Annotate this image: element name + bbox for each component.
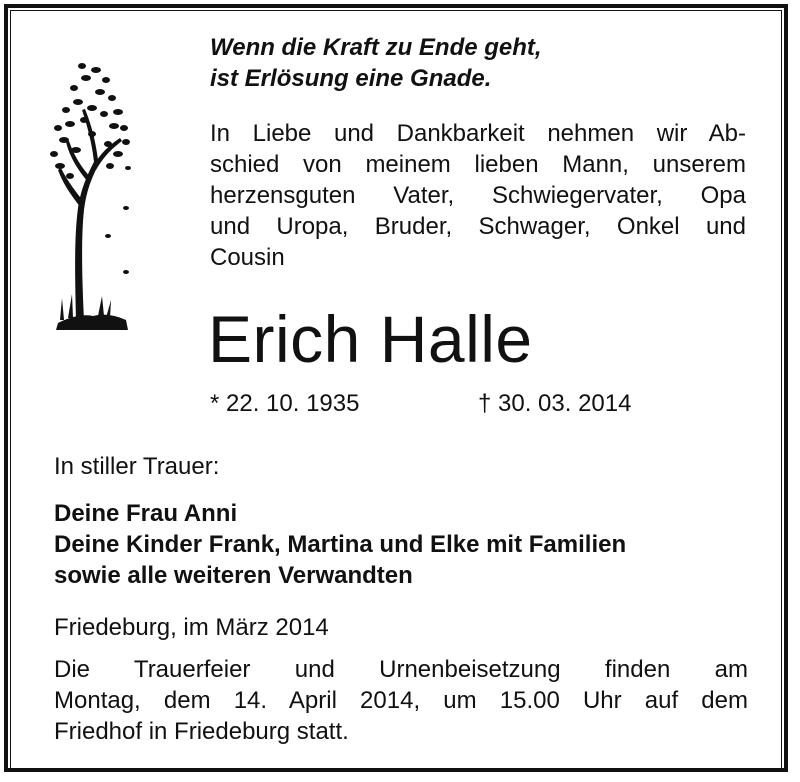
intro-line: In Liebe und Dankbarkeit nehmen wir Ab- (210, 120, 746, 147)
motto-line: ist Erlösung eine Gnade. (210, 65, 492, 92)
intro-line: Cousin (210, 244, 285, 271)
birth-date: * 22. 10. 1935 (210, 390, 360, 417)
mourners-list (54, 498, 626, 591)
intro-line: herzensguten Vater, Schwiegervater, Opa (210, 182, 746, 209)
tree-silhouette-icon (48, 58, 133, 338)
ceremony-line: Montag, dem 14. April 2014, um 15.00 Uhr auf dem (54, 687, 748, 714)
intro-line: schied von meinem lieben Mann, unserem (210, 151, 746, 178)
intro-text (210, 118, 746, 273)
mourner-line: Deine Frau Anni (54, 500, 238, 527)
intro-line: und Uropa, Bruder, Schwager, Onkel und (210, 213, 746, 240)
mourner-line: sowie alle weiteren Verwandten (54, 562, 413, 589)
deceased-name: Erich Halle (208, 302, 533, 376)
mourner-line: Deine Kinder Frank, Martina und Elke mit Familien (54, 531, 627, 558)
motto (210, 32, 750, 94)
ceremony-line: Friedhof in Friedeburg statt. (54, 718, 349, 745)
ceremony-line: Die Trauerfeier und Urnenbeisetzung finden am (54, 656, 748, 683)
motto-line: Wenn die Kraft zu Ende geht, (210, 34, 542, 61)
place-date: Friedeburg, im März 2014 (54, 614, 329, 641)
ceremony-info (54, 654, 748, 747)
death-date: † 30. 03. 2014 (478, 390, 632, 417)
mourning-intro: In stiller Trauer: (54, 453, 220, 480)
